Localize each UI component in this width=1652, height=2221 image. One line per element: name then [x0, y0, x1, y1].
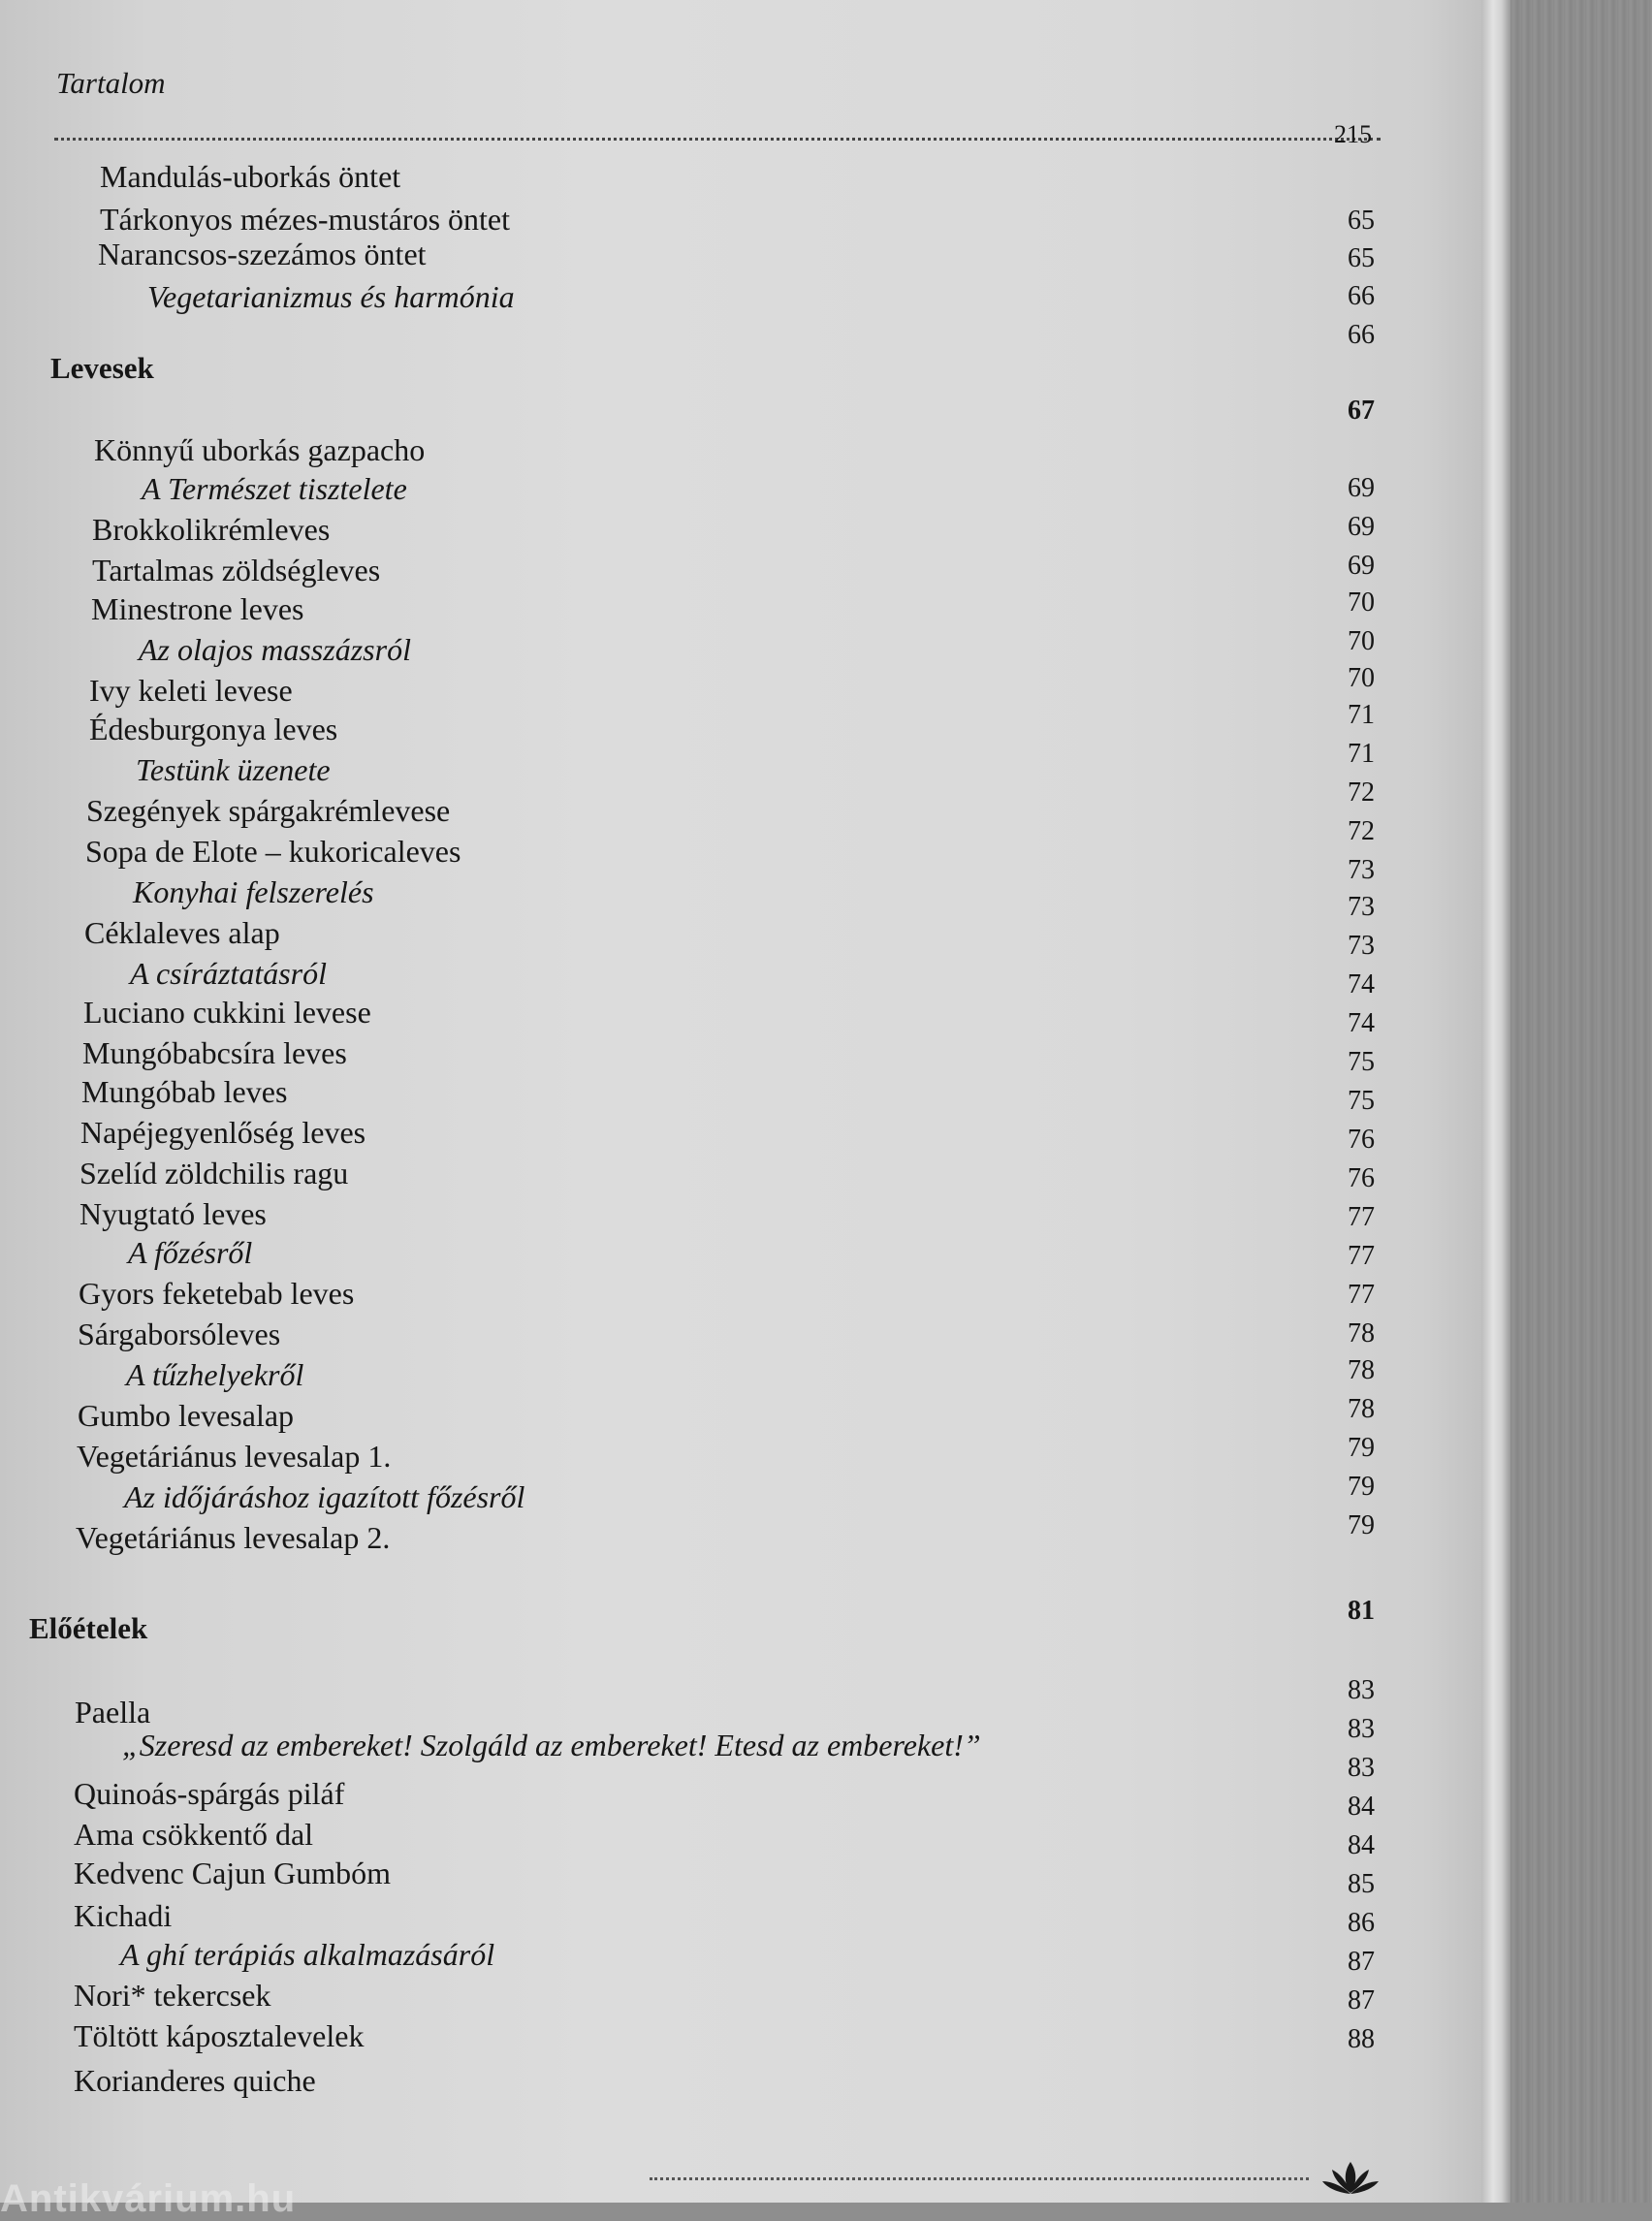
toc-entry: Brokkolikrémleves	[92, 512, 331, 547]
toc-entry: Sopa de Elote – kukoricaleves	[85, 834, 461, 869]
toc-entry: Céklaleves alap	[84, 915, 280, 950]
toc-page-number: 71	[1348, 700, 1375, 730]
toc-entry: Tárkonyos mézes-mustáros öntet	[100, 202, 510, 237]
toc-page-number: 87	[1348, 1947, 1375, 1977]
toc-page-number: 70	[1348, 587, 1375, 618]
toc-entry: Minestrone leves	[91, 591, 304, 626]
toc-page-number: 81	[1348, 1596, 1375, 1626]
toc-entry: Mandulás-uborkás öntet	[100, 159, 401, 194]
toc-page-number: 83	[1348, 1714, 1375, 1744]
running-title: Tartalom	[56, 66, 166, 100]
toc-entry: Quinoás-spárgás piláf	[74, 1776, 345, 1811]
lotus-icon	[1320, 2158, 1381, 2197]
toc-note: Testünk üzenete	[136, 752, 331, 787]
toc-page-number: 70	[1348, 626, 1375, 656]
toc-page-number: 79	[1348, 1510, 1375, 1540]
toc-page-number: 73	[1348, 892, 1375, 922]
toc-page-number: 76	[1348, 1163, 1375, 1193]
toc-page-number: 79	[1348, 1472, 1375, 1502]
toc-page-number: 78	[1348, 1318, 1375, 1348]
toc-page-number: 75	[1348, 1047, 1375, 1077]
toc-entry: Korianderes quiche	[74, 2063, 316, 2098]
background-surface	[1510, 0, 1652, 2203]
toc-note: Vegetarianizmus és harmónia	[147, 279, 515, 314]
toc-entry: Szelíd zöldchilis ragu	[79, 1156, 349, 1190]
toc-page-number: 85	[1348, 1869, 1375, 1899]
toc-entry: Szegények spárgakrémlevese	[86, 793, 451, 828]
section-heading: Levesek	[50, 351, 154, 385]
toc-page-number: 74	[1348, 969, 1375, 999]
toc-page-number: 73	[1348, 855, 1375, 885]
toc-entry: Ama csökkentő dal	[74, 1817, 314, 1852]
toc-note: Az olajos masszázsról	[139, 632, 411, 667]
toc-entry: Nyugtató leves	[79, 1196, 267, 1231]
footer-dotted-rule	[650, 2177, 1309, 2180]
toc-entry: Tartalmas zöldségleves	[92, 553, 381, 587]
toc-entry: Könnyű uborkás gazpacho	[94, 432, 426, 467]
toc-entry: Kichadi	[74, 1898, 173, 1933]
toc-page-number: 72	[1348, 816, 1375, 846]
toc-page-number: 74	[1348, 1008, 1375, 1038]
toc-entry: Gyors feketebab leves	[79, 1276, 355, 1311]
toc-page-number: 78	[1348, 1355, 1375, 1385]
toc-note: A tűzhelyekről	[126, 1357, 304, 1392]
toc-page-number: 83	[1348, 1753, 1375, 1783]
toc-entry: Töltött káposztalevelek	[74, 2018, 365, 2053]
toc-entry: Mungóbabcsíra leves	[82, 1035, 347, 1070]
toc-note: A csíráztatásról	[130, 956, 327, 991]
toc-entry: Vegetáriánus levesalap 1.	[77, 1439, 392, 1474]
toc-page-number: 75	[1348, 1086, 1375, 1116]
toc-page-number: 88	[1348, 2024, 1375, 2054]
toc-page-number: 76	[1348, 1125, 1375, 1155]
toc-note: A Természet tisztelete	[142, 471, 407, 506]
toc-page-number: 77	[1348, 1280, 1375, 1310]
toc-page-number: 86	[1348, 1908, 1375, 1938]
toc-entry: Kedvenc Cajun Gumbóm	[74, 1856, 392, 1890]
toc-note: Az időjáráshoz igazított főzésről	[124, 1479, 525, 1514]
toc-page-number: 66	[1348, 320, 1375, 350]
toc-page-number: 65	[1348, 206, 1375, 236]
toc-page-number: 87	[1348, 1985, 1375, 2015]
toc-page-number: 77	[1348, 1241, 1375, 1271]
toc-note: A főzésről	[128, 1235, 253, 1270]
toc-page-number: 77	[1348, 1202, 1375, 1232]
toc-entry: Nori* tekercsek	[74, 1978, 271, 2013]
toc-page-number: 71	[1348, 739, 1375, 769]
toc-entry: Sárgaborsóleves	[78, 1317, 281, 1351]
toc-entry: Édesburgonya leves	[89, 712, 338, 746]
toc-page-number: 69	[1348, 512, 1375, 542]
toc-page-number: 72	[1348, 777, 1375, 808]
toc-page-number: 73	[1348, 931, 1375, 961]
toc-page-number: 70	[1348, 663, 1375, 693]
toc-page-number: 66	[1348, 281, 1375, 311]
watermark: Antikvárium.hu	[0, 2177, 297, 2220]
toc-entry: Vegetáriánus levesalap 2.	[76, 1520, 391, 1555]
section-heading: Előételek	[29, 1611, 148, 1645]
toc-page-number: 67	[1348, 396, 1375, 426]
toc-entry: Narancsos-szezámos öntet	[98, 237, 427, 271]
toc-page-number: 69	[1348, 473, 1375, 503]
toc-page-number: 84	[1348, 1792, 1375, 1822]
toc-entry: Gumbo levesalap	[78, 1398, 295, 1433]
page-number: 215	[1334, 120, 1372, 148]
toc-page-number: 65	[1348, 243, 1375, 273]
toc-note: A ghí terápiás alkalmazásáról	[120, 1937, 495, 1972]
toc-page-number: 84	[1348, 1830, 1375, 1860]
toc-page-number: 69	[1348, 551, 1375, 581]
toc-page-number: 78	[1348, 1394, 1375, 1424]
toc-entry: Luciano cukkini levese	[83, 995, 371, 1030]
toc-page-number: 79	[1348, 1433, 1375, 1463]
toc-entry: Napéjegyenlőség leves	[80, 1115, 366, 1150]
toc-note: „Szeresd az embereket! Szolgáld az embereket! Etesd az embereket!”	[122, 1728, 981, 1762]
page-edge	[1481, 0, 1510, 2203]
toc-page-number: 83	[1348, 1675, 1375, 1705]
toc-note: Konyhai felszerelés	[133, 874, 374, 909]
toc-entry: Ivy keleti levese	[89, 673, 293, 708]
toc-entry: Paella	[75, 1695, 151, 1729]
toc-entry: Mungóbab leves	[81, 1074, 288, 1109]
